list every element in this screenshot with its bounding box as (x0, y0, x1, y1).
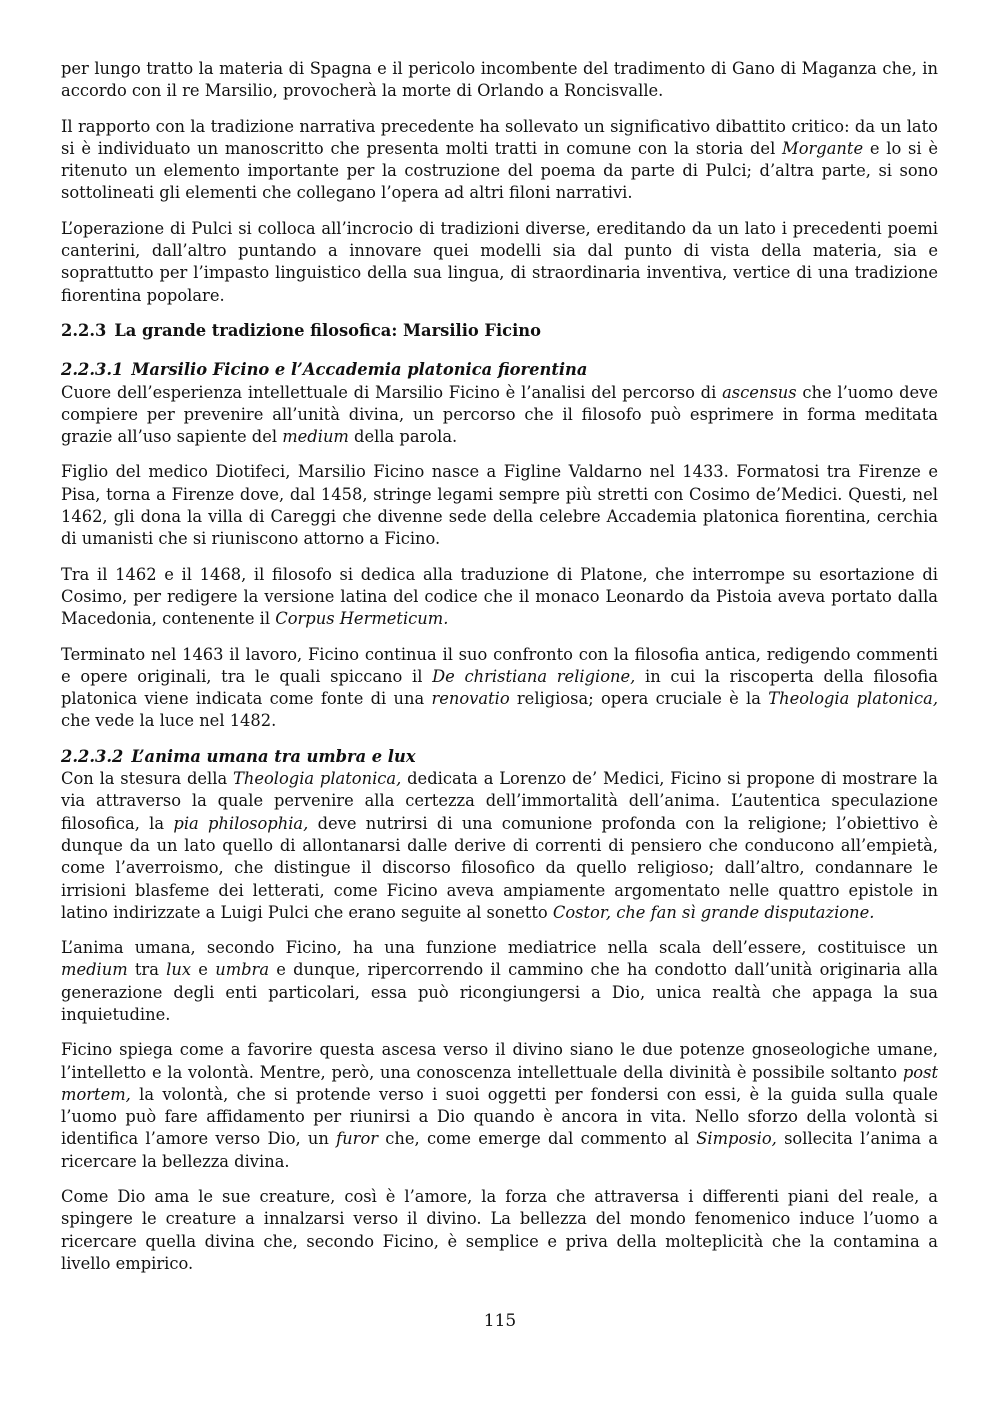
text-run: e lo si è ritenuto un elemento importante per la costruzione del poema da parte di Pulci; d’altra parte, si sono sottolineati gli elementi che collegano l’opera ad altri filoni narrativi. (61, 138, 938, 203)
italic-text: ascensus (722, 382, 797, 402)
italic-text: Simposio, (696, 1129, 777, 1149)
paragraph (61, 644, 938, 733)
document-page (61, 58, 938, 1288)
subsection-heading-1 (61, 359, 938, 381)
text-run: sollecita l’anima a ricercare la bellezza divina. (61, 1129, 938, 1171)
subsection-title: Marsilio Ficino e l’Accademia platonica fiorentina (131, 360, 588, 380)
text-run: Come Dio ama le sue creature, così è l’amore, la forza che attraversa i differenti piani del reale, a spingere le creature a innalzarsi verso il divino. La bellezza del mondo fenomenico induce l’uomo a ricercare quella divina che, secondo Ficino, è semplice e priva della molteplicità che la contamina a livello empirico. (61, 1187, 938, 1273)
italic-text: medium (61, 960, 128, 980)
text-run: Figlio del medico Diotifeci, Marsilio Ficino nasce a Figline Valdarno nel 1433. Formatosi tra Firenze e Pisa, torna a Firenze dove, dal 1458, stringe legami sempre più stretti con Cosimo de’Medici. Questi, nel 1462, gli dona la villa di Careggi che divenne sede della celebre Accademia platonica fiorentina, cerchia di umanisti che si riuniscono attorno a Ficino. (61, 462, 938, 549)
paragraph (61, 564, 938, 631)
text-run: tra (127, 960, 167, 980)
text-run: Tra il 1462 e il 1468, il filosofo si dedica alla traduzione di Platone, che interrompe su esortazione di Cosimo, per redigere la versione latina del codice che il monaco Leonardo da Pistoia aveva portato dalla Macedonia, contenente il (61, 564, 938, 629)
text-run: la volontà, che si protende verso i suoi oggetti per fondersi con essi, è la guida sulla quale l’uomo può fare affidamento per riunirsi a Dio quando è ancora in vita. Nello sforzo della volontà si identifica l’amore verso Dio, un (61, 1084, 938, 1149)
italic-text: Morgante (782, 138, 864, 158)
paragraph (61, 461, 938, 550)
italic-text: furor (336, 1129, 379, 1149)
text-run: che, come emerge dal commento al (378, 1129, 697, 1149)
italic-text: umbra (215, 960, 270, 980)
italic-text: medium (282, 427, 349, 447)
italic-text: lux (166, 960, 192, 980)
section-title: La grande tradizione filosofica: Marsilio Ficino (114, 320, 541, 340)
text-run: deve nutrirsi di una comunione profonda con la religione; l’obiettivo è dunque da un lato quello di allontanarsi dalle derive di correnti di pensiero che conducono all’empietà, come l’averroismo, che distingue il discorso filosofico da quello religioso; dall’altro, condannare le irrisioni blasfeme dei letterati, come Ficino aveva ampiamente argomentato nelle quattro epistole in latino indirizzate a Luigi Pulci che erano seguite al sonetto (61, 813, 938, 922)
paragraph (61, 1039, 938, 1173)
paragraph (61, 768, 938, 924)
italic-text: pia philosophia, (173, 813, 309, 833)
paragraph (61, 218, 938, 307)
paragraph (61, 937, 938, 1026)
text-run: per lungo tratto la materia di Spagna e il pericolo incombente del tradimento di Gano di Maganza che, in accordo con il re Marsilio, provocherà la morte di Orlando a Roncisvalle. (61, 59, 938, 101)
subsection-heading-2 (61, 746, 938, 768)
paragraph (61, 1186, 938, 1275)
text-run: della parola. (348, 427, 458, 447)
paragraphs-top (61, 58, 938, 307)
italic-text: Corpus Hermeticum. (275, 609, 449, 629)
text-run: Terminato nel 1463 il lavoro, Ficino continua il suo confronto con la filosofia antica, redigendo commenti e opere originali, tra le quali spiccano il (61, 644, 938, 686)
subsection-number: 2.2.3.2 (61, 746, 124, 766)
text-run: Con la stesura della (61, 769, 233, 789)
section-heading (61, 320, 938, 342)
text-run: e dunque, ripercorrendo il cammino che ha condotto dall’unità originaria alla generazione degli enti particolari, essa può ricongiungersi a Dio, unica realtà che appaga la sua inquietudine. (61, 960, 939, 1024)
italic-text: renovatio (431, 689, 510, 709)
text-run: Ficino spiega come a favorire questa ascesa verso il divino siano le due potenze gnoseologiche umane, l’intelletto e la volontà. Mentre, però, una conoscenza intellettuale della divinità è possibile soltanto (61, 1040, 938, 1082)
text-run: Cuore dell’esperienza intellettuale di Marsilio Ficino è l’analisi del percorso di (61, 382, 723, 402)
text-run: religiosa; opera cruciale è la (509, 689, 769, 709)
italic-text: post mortem, (61, 1062, 938, 1104)
italic-text: Costor, che fan sì grande disputazione. (552, 902, 875, 922)
paragraph (61, 116, 938, 205)
section-number: 2.2.3 (61, 320, 107, 340)
italic-text: De christiana religione, (432, 666, 636, 686)
italic-text: Theologia platonica, (768, 689, 938, 709)
text-run: L’anima umana, secondo Ficino, ha una funzione mediatrice nella scala dell’essere, costituisce un (61, 938, 938, 958)
text-run: L’operazione di Pulci si colloca all’incrocio di tradizioni diverse, ereditando da un lato i precedenti poemi canterini, dall’altro puntando a innovare quei modelli sia dal punto di vista della materia, sia e soprattutto per l’impasto linguistico della sua lingua, di straordinaria inventiva, vertice di una tradizione fiorentina popolare. (61, 218, 938, 305)
italic-text: Theologia platonica, (232, 769, 402, 789)
text-run: che l’uomo deve compiere per prevenire all’unità divina, un percorso che il filosofo può esprimere in forma meditata grazie all’uso sapiente del (61, 382, 938, 447)
text-run: in cui la riscoperta della filosofia platonica viene indicata come fonte di una (61, 666, 938, 709)
text-run: e (191, 960, 216, 980)
text-run: dedicata a Lorenzo de’ Medici, Ficino si propone di mostrare la via attraverso la quale pervenire alla certezza dell’immortalità dell’anima. L’autentica speculazione filosofica, la (61, 769, 938, 833)
paragraphs-subsection-1 (61, 382, 938, 733)
paragraph (61, 382, 938, 449)
text-run: che vede la luce nel 1482. (61, 711, 277, 731)
page-number: 115 (483, 1311, 517, 1331)
subsection-title: L’anima umana tra umbra e lux (131, 746, 416, 766)
subsection-number: 2.2.3.1 (61, 360, 124, 380)
paragraph (61, 58, 938, 103)
paragraphs-subsection-2 (61, 768, 938, 1275)
text-run: Il rapporto con la tradizione narrativa precedente ha sollevato un significativo dibattito critico: da un lato si è individuato un manoscritto che presenta molti tratti in comune con la storia del (61, 116, 938, 158)
